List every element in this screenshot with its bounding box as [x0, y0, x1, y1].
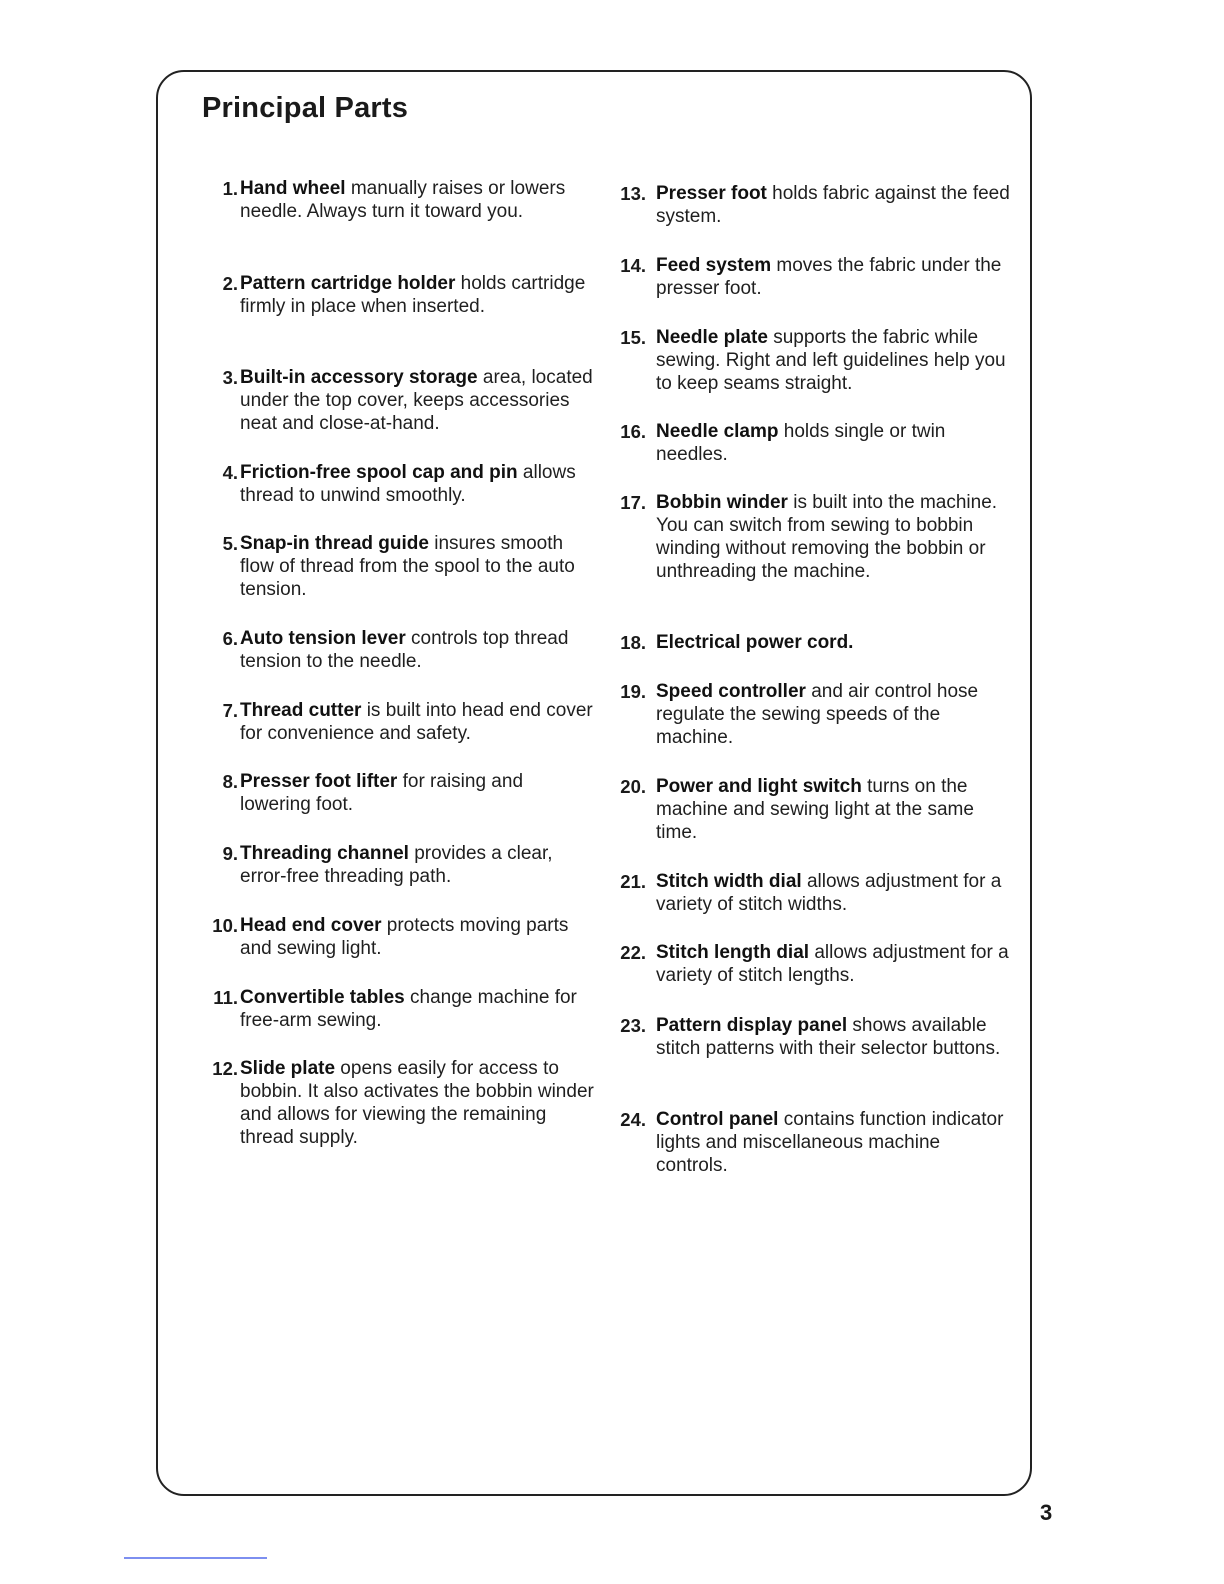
- item-desc: shows available stitch patterns with their selector buttons.: [656, 1015, 1001, 1059]
- item-number: 23.: [620, 1015, 646, 1036]
- item-term: Pattern display panel: [656, 1015, 848, 1036]
- item-desc: change machine for free-arm sewing.: [240, 987, 577, 1031]
- item-term: Presser foot: [656, 183, 767, 204]
- item-number: 4.: [222, 462, 238, 483]
- item-number: 8.: [222, 771, 238, 792]
- item-term: Snap-in thread guide: [240, 533, 429, 554]
- list-item: [204, 986, 594, 1032]
- item-desc: allows thread to unwind smoothly.: [240, 462, 576, 506]
- item-term: Needle clamp: [656, 421, 779, 442]
- item-number: 5.: [222, 533, 238, 554]
- item-number: 18.: [620, 632, 646, 653]
- item-number: 16.: [620, 421, 646, 442]
- item-term: Auto tension lever: [240, 628, 406, 649]
- item-term: Threading channel: [240, 843, 409, 864]
- item-desc: provides a clear, error-free threading path.: [240, 843, 553, 887]
- list-item: [616, 254, 1016, 300]
- item-number: 14.: [620, 255, 646, 276]
- item-term: Stitch width dial: [656, 871, 802, 892]
- item-term: Convertible tables: [240, 987, 405, 1008]
- item-term: Head end cover: [240, 915, 382, 936]
- item-term: Friction-free spool cap and pin: [240, 462, 518, 483]
- list-item: [204, 272, 594, 318]
- scan-artifact-line: [124, 1557, 267, 1559]
- item-number: 11.: [213, 987, 238, 1008]
- item-desc: opens easily for access to bobbin. It also activates the bobbin winder and allows for viewing the remaining thread supply.: [240, 1058, 594, 1148]
- page-title: Principal Parts: [202, 92, 409, 124]
- list-item: [616, 631, 1016, 654]
- item-desc: contains function indicator lights and miscellaneous machine controls.: [656, 1109, 1004, 1176]
- item-number: 13.: [620, 183, 646, 204]
- list-item: [204, 366, 594, 435]
- item-desc: allows adjustment for a variety of stitch widths.: [656, 871, 1002, 915]
- item-term: Thread cutter: [240, 700, 362, 721]
- item-number: 17.: [620, 492, 646, 513]
- item-term: Feed system: [656, 255, 772, 276]
- item-term: Power and light switch: [656, 776, 862, 797]
- item-desc: allows adjustment for a variety of stitch lengths.: [656, 942, 1009, 986]
- item-term: Stitch length dial: [656, 942, 810, 963]
- item-desc: controls top thread tension to the needle.: [240, 628, 569, 672]
- item-number: 15.: [620, 327, 646, 348]
- list-item: [616, 941, 1016, 987]
- item-desc: is built into the machine. You can switch from sewing to bobbin winding without removing the bobbin or unthreading the machine.: [656, 492, 998, 582]
- item-desc: moves the fabric under the presser foot.: [656, 255, 1002, 299]
- list-item: [616, 326, 1016, 395]
- item-desc: holds single or twin needles.: [656, 421, 946, 465]
- list-item: [616, 1108, 1016, 1177]
- list-item: [616, 680, 1016, 749]
- item-term: Control panel: [656, 1109, 779, 1130]
- item-term: Pattern cartridge holder: [240, 273, 456, 294]
- list-item: [204, 914, 594, 960]
- item-desc: for raising and lowering foot.: [240, 771, 524, 815]
- list-item: [616, 870, 1016, 916]
- item-number: 24.: [620, 1109, 646, 1130]
- item-number: 12.: [212, 1058, 238, 1079]
- list-item: [616, 491, 1016, 583]
- page-number: 3: [1040, 1500, 1053, 1525]
- list-item: [204, 770, 594, 816]
- item-desc: is built into head end cover for convenience and safety.: [240, 700, 593, 744]
- item-number: 9.: [222, 843, 238, 864]
- list-item: [204, 461, 594, 507]
- item-number: 7.: [222, 700, 238, 721]
- list-item: [204, 842, 594, 888]
- list-item: [616, 775, 1016, 844]
- list-item: [204, 627, 594, 673]
- list-item: [204, 177, 594, 223]
- item-desc: holds cartridge firmly in place when inserted.: [240, 273, 586, 317]
- item-term: Hand wheel: [240, 178, 346, 199]
- item-number: 21.: [620, 871, 646, 892]
- item-desc: and air control hose regulate the sewing speeds of the machine.: [656, 681, 979, 748]
- item-desc: manually raises or lowers needle. Always turn it toward you.: [240, 178, 566, 222]
- item-number: 22.: [620, 942, 646, 963]
- list-item: [616, 420, 1016, 466]
- list-item: [204, 532, 594, 601]
- item-number: 2.: [222, 273, 238, 294]
- item-number: 6.: [222, 628, 238, 649]
- item-desc: area, located under the top cover, keeps accessories neat and close-at-hand.: [240, 367, 593, 434]
- item-desc: turns on the machine and sewing light at the same time.: [656, 776, 974, 843]
- item-desc: insures smooth flow of thread from the spool to the auto tension.: [240, 533, 575, 600]
- item-term: Presser foot lifter: [240, 771, 398, 792]
- item-term: Slide plate: [240, 1058, 336, 1079]
- item-term: Electrical power cord.: [656, 632, 854, 653]
- item-number: 10.: [212, 915, 238, 936]
- item-desc: protects moving parts and sewing light.: [240, 915, 569, 959]
- item-number: 1.: [222, 178, 238, 199]
- item-term: Built-in accessory storage: [240, 367, 478, 388]
- item-term: Needle plate: [656, 327, 768, 348]
- list-item: [204, 699, 594, 745]
- item-term: Speed controller: [656, 681, 806, 702]
- item-number: 19.: [620, 681, 646, 702]
- item-number: 3.: [222, 367, 238, 388]
- item-number: 20.: [620, 776, 646, 797]
- item-term: Bobbin winder: [656, 492, 788, 513]
- item-desc: supports the fabric while sewing. Right and left guidelines help you to keep seams straight.: [656, 327, 1006, 394]
- list-item: [204, 1057, 594, 1149]
- list-item: [616, 182, 1016, 228]
- item-desc: holds fabric against the feed system.: [656, 183, 1010, 227]
- list-item: [616, 1014, 1016, 1060]
